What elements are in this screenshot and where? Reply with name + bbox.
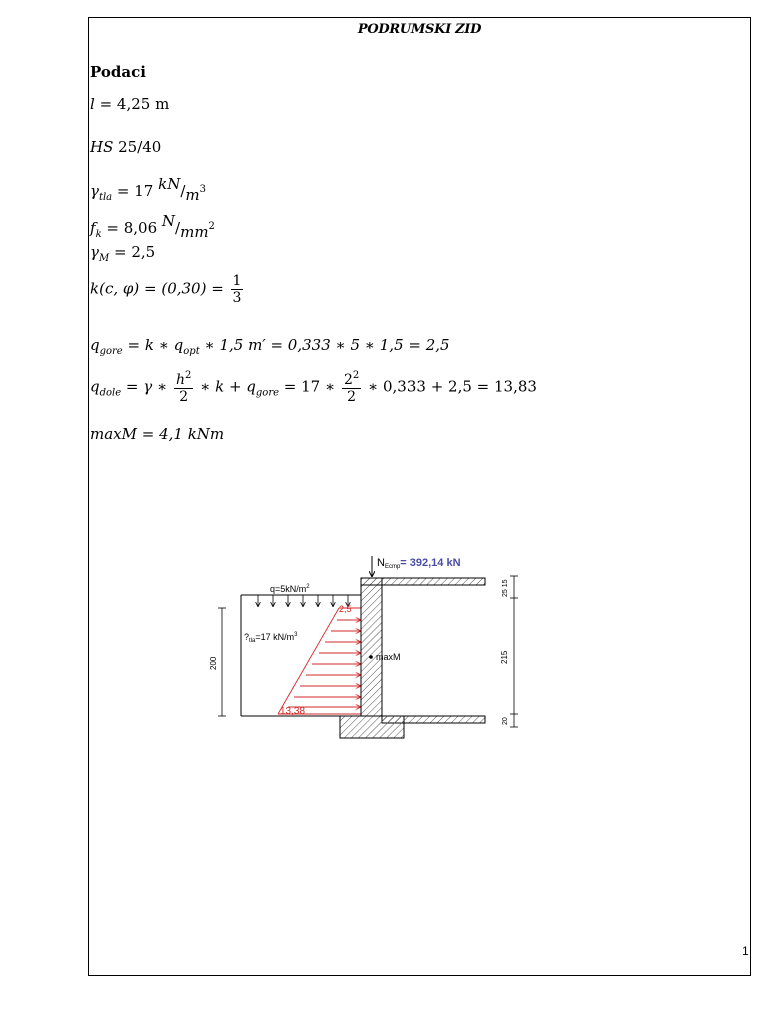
equation-k-coefficient: k(c, φ) = (0,30) = $\frac{1}{3}$ xyxy=(90,273,242,307)
equation-length: l = 4,25 m xyxy=(90,95,170,113)
equation-gamma-m: $\gamma_M = 2,5$ xyxy=(90,243,156,264)
equation-concrete-class: HS 25/40 xyxy=(90,138,162,156)
equation-soil-unit-weight: $\gamma_{tla} = 17$ $kN/m^3$ xyxy=(90,175,207,204)
equation-fk: $f_k = 8,06$ $N/mm^2$ xyxy=(90,212,215,241)
surcharge-label: $q=5kN/m^2$ xyxy=(270,584,310,594)
equation-max-moment: maxM = 4,1 kNm xyxy=(90,425,225,443)
top-pressure-label: 2,5 xyxy=(339,604,352,614)
soil-weight-label: $?_{tla}=17$ $kN/m^3$ xyxy=(244,632,298,644)
dim-200: 200 xyxy=(209,656,218,670)
dim-215: 215 xyxy=(500,650,509,664)
equation-q-bottom: $q_{dole} = \gamma$ ∗ $\frac{h^2}{2}$ ∗ $k + q_{gore} = 17$ ∗ $\frac{2^2}{2}$ ∗ 0,333 + 2,5 = 13,83 xyxy=(90,370,537,406)
page-number: 1 xyxy=(742,944,749,958)
top-slab xyxy=(361,578,485,585)
equation-q-top: $q_{gore} = k$ ∗ $q_{opt}$ ∗ 1,5 m′ = 0,333 ∗ 5 ∗ 1,5 = 2,5 xyxy=(90,336,450,357)
max-moment-point xyxy=(369,655,373,659)
max-moment-label: maxM xyxy=(376,652,401,662)
bottom-pressure-label: 13,38 xyxy=(280,706,306,717)
section-heading: Podaci xyxy=(90,63,146,81)
dimension-soil-height xyxy=(218,608,226,716)
dimension-right xyxy=(510,576,518,727)
dim-25-15: 25 15 xyxy=(502,579,509,597)
surcharge-arrows xyxy=(258,595,348,606)
axial-load-label: NEcmp= 392,14 kN xyxy=(377,557,461,570)
dim-20: 20 xyxy=(502,717,509,725)
wall xyxy=(361,578,382,716)
earth-pressure-diagram xyxy=(278,608,361,714)
page-title: PODRUMSKI ZID xyxy=(357,22,482,37)
